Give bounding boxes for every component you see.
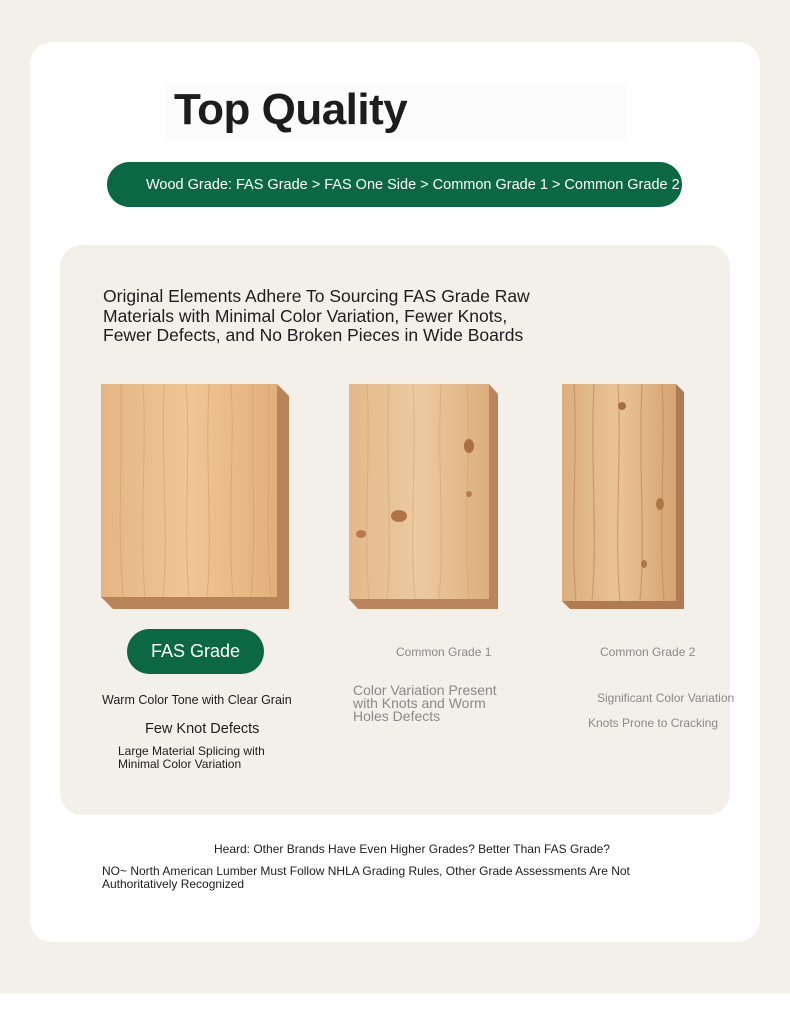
common-grade-2-label: Common Grade 2 bbox=[600, 645, 696, 659]
common-grade-1-wood-sample-image bbox=[349, 384, 498, 609]
footer-question: Heard: Other Brands Have Even Higher Grades? Better Than FAS Grade? bbox=[214, 842, 610, 856]
fas-feature-text: Few Knot Defects bbox=[145, 721, 260, 737]
common-grade-1-feature-text: Color Variation Present with Knots and Worm Holes Defects bbox=[353, 682, 497, 724]
fas-wood-sample-image bbox=[101, 384, 289, 609]
fas-feature-text: Warm Color Tone with Clear Grain bbox=[102, 693, 292, 707]
fas-feature-text: Large Material Splicing with Minimal Color Variation bbox=[118, 744, 265, 771]
common-grade-1-label: Common Grade 1 bbox=[396, 645, 492, 659]
common-grade-2-wood-sample-image bbox=[562, 384, 684, 609]
footer-answer: NO~ North American Lumber Must Follow NHLA Grading Rules, Other Grade Assessments Are Not Authoritatively Recognized bbox=[102, 864, 630, 891]
common-grade-2-feature-text: Knots Prone to Cracking bbox=[588, 716, 719, 730]
grade-order-text: Wood Grade: FAS Grade > FAS One Side > Common Grade 1 > Common Grade 2 bbox=[146, 177, 680, 193]
panel-headline: Original Elements Adhere To Sourcing FAS Grade Raw Materials with Minimal Color Variation, Fewer Knots, Fewer Defects, and No Broken Pieces in Wide Boards bbox=[103, 286, 530, 345]
page-title: Top Quality bbox=[174, 85, 408, 134]
common-grade-2-feature-text: Significant Color Variation bbox=[597, 691, 735, 705]
fas-grade-badge: FAS Grade bbox=[127, 629, 264, 674]
